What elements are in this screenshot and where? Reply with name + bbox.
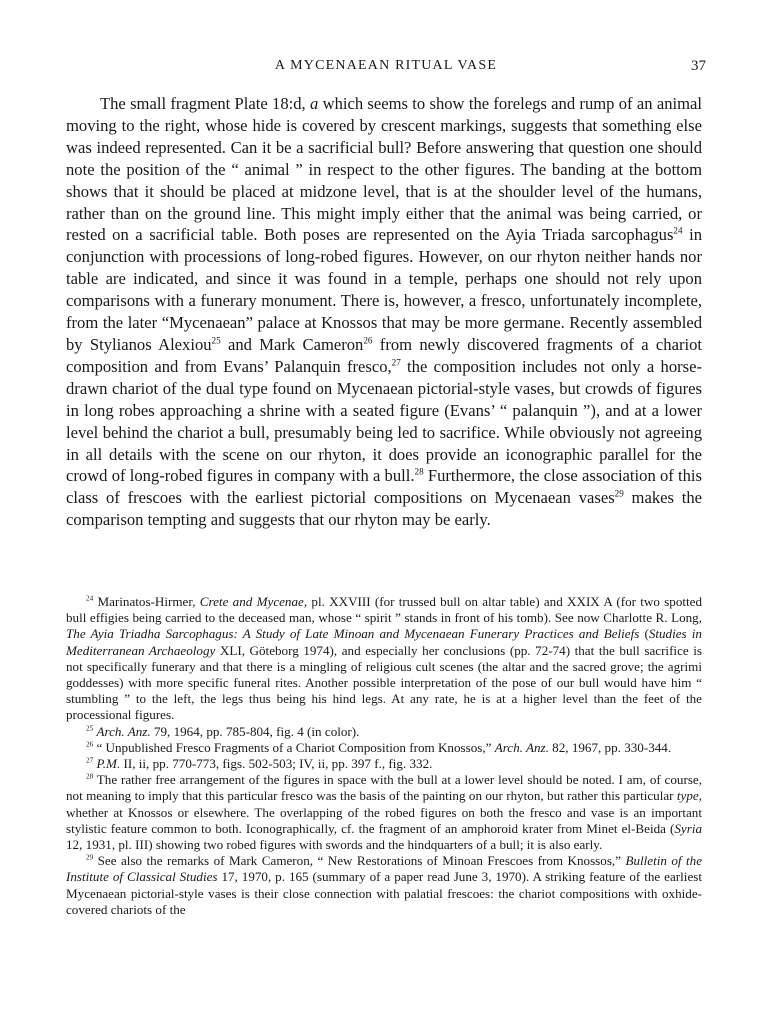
- footnote-text: pl. XXVIII (for trussed bull on altar table) and XXIX A (for two spotted bull effigies being carried to the deceased man, whose “ spirit ” stands in front of his tomb). See now Charlotte R. Long,: [66, 594, 703, 626]
- footnote-29: [66, 853, 702, 918]
- footnote-italic-title: Studies in Mediterranean Archaeology: [66, 626, 702, 658]
- footnote-italic-title: The Ayia Triadha Sarcophagus: A Study of Late Minoan and Mycenaean Funerary Practices and Beliefs: [66, 626, 640, 642]
- footnote-24: [66, 594, 702, 724]
- footnote-text: (: [639, 626, 649, 642]
- footnote-italic-title: Arch. Anz.: [494, 739, 549, 755]
- page-number: 37: [691, 58, 706, 74]
- footnote-28: [66, 772, 702, 853]
- footnote-25: [66, 724, 702, 740]
- footnote-number: 27: [86, 756, 94, 765]
- body-italic-letter: a: [309, 94, 319, 113]
- footnote-ref-28: 28: [414, 466, 424, 477]
- footnote-ref-27: 27: [391, 357, 401, 368]
- footnote-italic-title: Bulletin of the Institute of Classical Studies: [66, 853, 703, 885]
- footnote-ref-25: 25: [211, 335, 221, 346]
- body-text-segment: which seems to show the forelegs and rump of an animal moving to the right, whose hide is covered by crescent markings, suggests that something else was indeed represented. Can it be a sacrificial bull? Before answering that question one should note the position of the “ animal ” in respect to the other figures. The banding at the bottom shows that it should be placed at midzone level, that is at the shoulder level of the humans, rather than on the ground line. This might imply either that the animal was being carried, or rested on a sacrificial table. Both poses are represented on the Ayia Triada sarcophagus: [66, 94, 702, 245]
- footnote-ref-24: 24: [673, 225, 683, 236]
- footnote-number: 25: [86, 724, 94, 733]
- footnote-italic-title: Syria: [674, 820, 702, 836]
- footnote-italic-title: type,: [676, 788, 702, 804]
- footnote-text: Marinatos-Hirmer,: [93, 594, 200, 609]
- footnote-text: whether at Knossos or elsewhere. The overlapping of the robed figures on both the fresco and vase is an important stylistic feature common to both. Iconographically, cf. the fragment of an amphoroid krater from Minet el-Beida (: [66, 804, 702, 836]
- footnote-number: 29: [86, 853, 94, 862]
- footnote-ref-26: 26: [363, 335, 373, 346]
- footnote-text: II, ii, pp. 770-773, figs. 502-503; IV, ii, pp. 397 f., fig. 332.: [120, 756, 433, 772]
- running-title: A MYCENAEAN RITUAL VASE: [274, 58, 498, 73]
- footnote-ref-29: 29: [614, 488, 624, 499]
- body-text-segment: the composition includes not only a horse-drawn chariot of the dual type found on Mycenaean pictorial-style vases, but crowds of figures in long robes approaching a shrine with a seated figure (Evans’ “ palanquin ”), and at a lower level behind the chariot a bull, presumably being led to sacrifice. While obviously not agreeing in all details with the scene on our rhyton, it does provide an iconographic parallel for the crowd of long-robed figures in company with a bull.: [66, 356, 702, 486]
- footnote-26: [66, 740, 702, 756]
- body-text: [66, 93, 702, 531]
- footnote-text: See also the remarks of Mark Cameron, “ New Restorations of Minoan Frescoes from Knossos,”: [93, 853, 626, 869]
- footnote-text: 82, 1967, pp. 330-344.: [548, 739, 672, 755]
- running-header: [66, 58, 706, 78]
- footnote-text: “ Unpublished Fresco Fragments of a Chariot Composition from Knossos,”: [93, 739, 495, 755]
- footnote-italic-title: P.M.: [96, 756, 121, 772]
- body-text-segment: makes the comparison tempting and suggests that our rhyton may be early.: [66, 488, 702, 530]
- body-text-segment: and Mark Cameron: [220, 334, 364, 354]
- footnote-text: 12, 1931, pl. III) showing two robed figures with swords and the hindquarters of a bull; it is also early.: [66, 837, 603, 853]
- footnote-number: 26: [86, 740, 94, 749]
- body-text-segment: The small fragment Plate 18:d,: [100, 94, 310, 113]
- footnote-text: 79, 1964, pp. 785-804, fig. 4 (in color).: [150, 723, 360, 739]
- footnote-text: XLI, Göteborg 1974), and especially her conclusions (pp. 72-74) that the bull sacrifice is not specifically funerary and that there is a mingling of religious cult scenes (the altar and the sacred grove; the agrimi goddesses) with more specific funeral rites. Another possible interpretation of the pose of our bull would have him “ stumbling ” to the left, the legs thus being his hind legs. At any rate, he is at a higher level than the feet of the processional figures.: [66, 642, 703, 723]
- footnote-text: The rather free arrangement of the figures in space with the bull at a lower level should be noted. I am, of course, not meaning to imply that this particular fresco was the basis of the painting on our rhyton, but rather this particular: [66, 772, 702, 804]
- body-paragraph: [66, 93, 702, 531]
- footnote-italic-title: Crete and Mycenae,: [199, 594, 308, 609]
- footnote-text: 17, 1970, p. 165 (summary of a paper read June 3, 1970). A striking feature of the earliest Mycenaean pictorial-style vases is their close connection with palatial frescoes: the chariot compositions with oxhide-covered chariots of the: [66, 869, 702, 917]
- body-text-segment: Furthermore, the close association of this class of frescoes with the earliest pictorial compositions on Mycenaean vases: [66, 466, 702, 508]
- footnote-27: [66, 756, 702, 772]
- footnotes: [66, 594, 702, 918]
- footnote-number: 24: [86, 594, 94, 603]
- footnote-italic-title: Arch. Anz.: [96, 723, 151, 739]
- body-text-segment: from newly discovered fragments of a chariot composition and from Evans’ Palanquin fresco,: [66, 334, 702, 376]
- body-text-segment: in conjunction with processions of long-robed figures. However, on our rhyton neither hands nor table are indicated, and since it was found in a temple, perhaps one should not rely upon comparisons with a funerary monument. There is, however, a fresco, unfortunately incomplete, from the later “Mycenaean” palace at Knossos that may be more germane. Recently assembled by Stylianos Alexiou: [66, 225, 702, 354]
- footnote-number: 28: [86, 772, 94, 781]
